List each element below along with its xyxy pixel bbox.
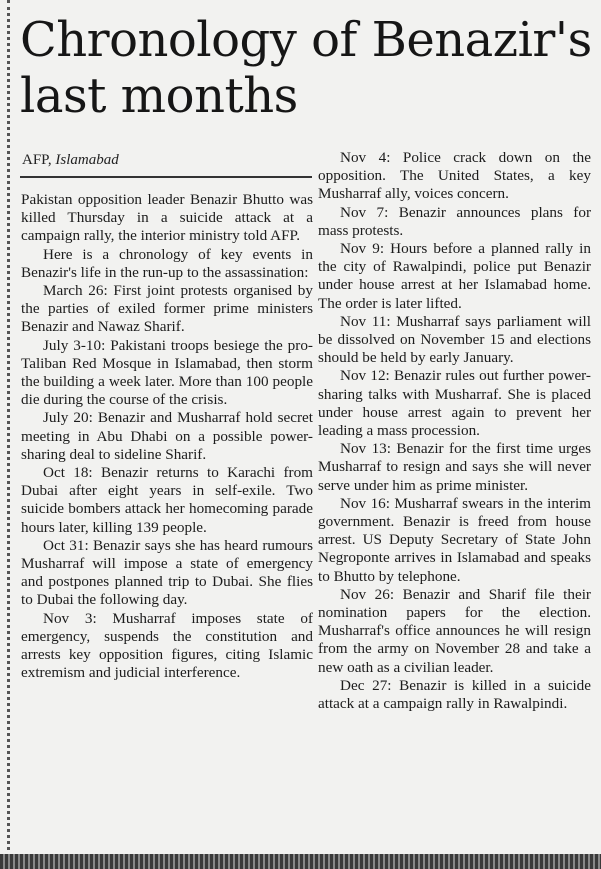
chronology-entry: March 26: First joint protests organised by the parties of exiled former prime ministers Benazir and Nawaz Sharif. <box>21 282 313 336</box>
byline-divider <box>20 176 312 178</box>
chronology-entry: Nov 4: Police crack down on the opposition. The United States, a key Musharraf ally, voices concern. <box>318 149 591 203</box>
chronology-entry: July 20: Benazir and Musharraf hold secret meeting in Abu Dhabi on a possible power-sharing deal to sideline Sharif. <box>21 409 313 463</box>
byline <box>22 152 119 169</box>
chronology-entry: Nov 26: Benazir and Sharif file their nomination papers for the election. Musharraf's office announces he will resign from the army on November 28 and take a new oath as a civilian leader. <box>318 585 591 676</box>
dotted-cut-edge <box>7 0 10 850</box>
chronology-entry: Nov 3: Musharraf imposes state of emergency, suspends the constitution and arrests key opposition figures, citing Islamic extremism and judicial interference. <box>21 609 313 682</box>
headline: Chronology of Benazir's last months <box>20 12 592 124</box>
chronology-entry: Nov 9: Hours before a planned rally in the city of Rawalpindi, police put Benazir under house arrest at her Islamabad home. The order is later lifted. <box>318 240 591 312</box>
chronology-entry: Nov 7: Benazir announces plans for mass protests. <box>318 203 591 239</box>
bottom-border <box>0 854 601 869</box>
byline-agency: AFP, <box>22 152 52 168</box>
chronology-entry: Nov 13: Benazir for the first time urges Musharraf to resign and says she will never serve under him as prime minister. <box>318 440 591 494</box>
intro-paragraph: Pakistan opposition leader Benazir Bhutto was killed Thursday in a suicide attack at a campaign rally, the interior ministry told AFP. <box>21 191 313 245</box>
article-column-2 <box>318 149 591 713</box>
chronology-entry: July 3-10: Pakistani troops besiege the pro-Taliban Red Mosque in Islamabad, then storm the building a week later. More than 100 people die during the course of the crisis. <box>21 336 313 409</box>
chronology-entry: Oct 18: Benazir returns to Karachi from Dubai after eight years in self-exile. Two suicide bombers attack her homecoming parade hours later, killing 139 people. <box>21 464 313 536</box>
byline-location: Islamabad <box>55 152 119 168</box>
article-column-1 <box>21 191 313 682</box>
chronology-entry: Nov 16: Musharraf swears in the interim government. Benazir is freed from house arrest. US Deputy Secretary of State John Negroponte arrives in Islamabad and speaks to Bhutto by telephone. <box>318 494 591 585</box>
chronology-entry: Nov 11: Musharraf says parliament will be dissolved on November 15 and elections should be held by early January. <box>318 312 591 367</box>
chronology-entry: Dec 27: Benazir is killed in a suicide attack at a campaign rally in Rawalpindi. <box>318 676 591 713</box>
chronology-entry: Nov 12: Benazir rules out further power-sharing talks with Musharraf. She is placed under house arrest again to prevent her leading a mass procession. <box>318 367 591 440</box>
intro-paragraph: Here is a chronology of key events in Benazir's life in the run-up to the assassination: <box>21 245 313 281</box>
chronology-entry: Oct 31: Benazir says she has heard rumours Musharraf will impose a state of emergency and postpones planned trip to Dubai. She flies to Dubai the following day. <box>21 536 313 609</box>
